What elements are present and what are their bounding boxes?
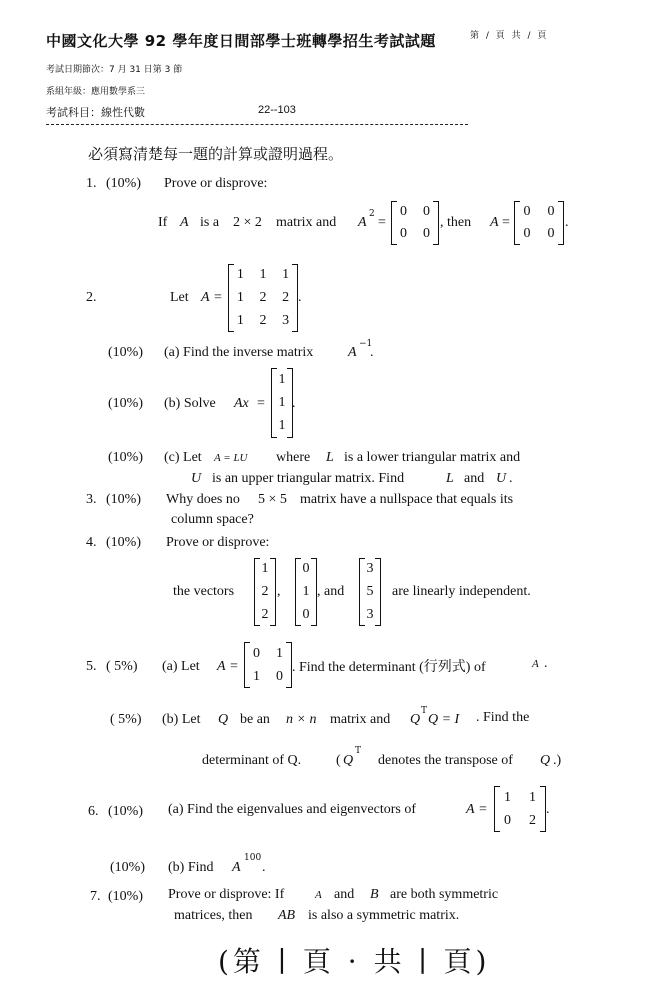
q2b-Ax: Ax xyxy=(234,396,249,411)
q2c-dot: . xyxy=(509,471,513,486)
q1-m2-cell: 0 xyxy=(523,226,531,241)
q2-cell: 1 xyxy=(259,267,267,283)
q1-text: Prove or disprove: xyxy=(164,176,268,191)
q2-cell: 1 xyxy=(236,312,244,328)
q6b-sup: 100 xyxy=(244,853,262,863)
q2c-U: U xyxy=(191,471,202,486)
q2-cell: 2 xyxy=(259,289,267,305)
q1-then: , then xyxy=(440,215,472,230)
q2b-dot: . xyxy=(292,396,296,411)
q1-points: (10%) xyxy=(106,176,141,191)
q4-points: (10%) xyxy=(106,535,141,550)
q6a-text: (a) Find the eigenvalues and eigenvectors of xyxy=(168,802,417,817)
q5a-cell: 1 xyxy=(253,668,260,684)
q5b-line2: determinant of Q. xyxy=(202,753,302,768)
q6-cell: 1 xyxy=(504,789,511,805)
q2-let: Let xyxy=(170,290,189,305)
exam-date: 考試日期節次：7 月 31 日第 3 節 xyxy=(46,65,183,75)
q4-comma-and: , and xyxy=(317,584,345,599)
q4-text: Prove or disprove: xyxy=(166,535,270,550)
q4-v3-cell: 3 xyxy=(366,606,374,622)
q4-v1-cell: 2 xyxy=(261,606,269,622)
q2c-where: where xyxy=(276,450,311,465)
q4-the-vectors: the vectors xyxy=(173,584,235,599)
q6b-A: A xyxy=(232,860,241,875)
q2c-L2: L xyxy=(446,471,454,486)
q7-number: 7. xyxy=(90,889,101,904)
q2-cell: 3 xyxy=(282,312,290,328)
q6b-dot: . xyxy=(262,860,266,875)
q4-v3-cell: 3 xyxy=(366,561,374,577)
q2c-points: (10%) xyxy=(108,450,143,465)
q4-v2-cell: 0 xyxy=(302,606,310,622)
q2b-vector xyxy=(271,368,293,438)
q2a-sup: −1 xyxy=(359,339,373,349)
q7-text4: is also a symmetric matrix. xyxy=(308,908,460,923)
q4-vector-2 xyxy=(295,558,317,626)
q5b-be: be an xyxy=(240,712,270,727)
q4-number: 4. xyxy=(86,535,97,550)
q5a-A2: A xyxy=(532,658,539,670)
q5a-cell: 0 xyxy=(253,645,260,661)
q2-number: 2. xyxy=(86,290,97,305)
q5b-QI: Q = I xyxy=(428,712,460,727)
q5a-points: ( 5%) xyxy=(106,659,138,674)
q5b-paren: ( xyxy=(336,753,341,768)
q5a-rest: . Find the determinant (行列式) of xyxy=(292,660,486,675)
q1-dim: 2 × 2 xyxy=(233,215,262,230)
q2c-and: and xyxy=(464,471,485,486)
q6-eq: = xyxy=(479,802,487,817)
q2-matrix xyxy=(228,264,298,332)
q4-vector-3 xyxy=(359,558,381,626)
q6-cell: 1 xyxy=(529,789,536,805)
q2a-dot: . xyxy=(370,345,374,360)
q5a-cell: 1 xyxy=(276,645,283,661)
q5b-find: . Find the xyxy=(476,710,530,725)
q4-v2-cell: 1 xyxy=(302,583,310,599)
q1-m2-cell: 0 xyxy=(547,204,555,219)
q2c-L: L xyxy=(326,450,334,465)
q4-v3-cell: 5 xyxy=(366,583,374,599)
q2-eq: = xyxy=(214,290,222,305)
q7-B: B xyxy=(370,887,379,902)
q1-A: A xyxy=(180,215,189,230)
q2b-cell: 1 xyxy=(278,394,286,410)
q1-m2-cell: 0 xyxy=(523,204,531,219)
q4-vector-1 xyxy=(254,558,276,626)
q5-number: 5. xyxy=(86,659,97,674)
q2-A: A xyxy=(201,290,210,305)
q5a-dot: . xyxy=(544,656,548,671)
q6b-points: (10%) xyxy=(110,860,145,875)
q4-v2-cell: 0 xyxy=(302,561,310,577)
page-footer: (第 ∣ 頁 · 共 ∣ 頁) xyxy=(218,945,491,978)
q6b-text: (b) Find xyxy=(168,860,214,875)
exam-title: 中國文化大學 92 學年度日間部學士班轉學招生考試試題 xyxy=(46,32,436,50)
q1-eq: = xyxy=(378,215,386,230)
q5b-denotes: denotes the transpose of xyxy=(378,753,513,768)
q1-m1-cell: 0 xyxy=(400,204,407,219)
q6-A: A xyxy=(466,802,475,817)
subject-code: 22--103 xyxy=(258,104,296,116)
q1-number: 1. xyxy=(86,176,97,191)
q3-dim: 5 × 5 xyxy=(258,492,287,507)
q1-A2: A xyxy=(358,215,367,230)
q5b-text: (b) Let xyxy=(162,712,201,727)
q2a-text: (a) Find the inverse matrix xyxy=(164,345,314,360)
q1-matrix-1 xyxy=(391,201,439,245)
subject: 考試科目：線性代數 xyxy=(46,106,145,119)
q2b-cell: 1 xyxy=(278,418,286,434)
q3-number: 3. xyxy=(86,492,97,507)
q2b-text: (b) Solve xyxy=(164,396,216,411)
instruction: 必須寫清楚每一題的計算或證明過程。 xyxy=(88,145,344,163)
q3-text2: matrix have a nullspace that equals its xyxy=(300,492,514,507)
q2b-points: (10%) xyxy=(108,396,143,411)
q2b-eq: = xyxy=(257,396,265,411)
q2a-points: (10%) xyxy=(108,345,143,360)
q5b-nxn: n × n xyxy=(286,712,317,727)
q2-cell: 1 xyxy=(236,267,244,283)
q2-cell: 2 xyxy=(282,289,290,305)
q1-if: If xyxy=(158,215,168,230)
q4-v1-cell: 1 xyxy=(261,561,269,577)
q2c-rest2: is an upper triangular matrix. Find xyxy=(212,471,405,486)
q5a-eq: = xyxy=(230,659,238,674)
q1-m1-cell: 0 xyxy=(423,226,430,241)
q4-v1-cell: 2 xyxy=(261,583,269,599)
q5b-Q2: Q xyxy=(540,753,551,768)
q5a-A: A xyxy=(217,659,226,674)
q7-text2: are both symmetric xyxy=(390,887,499,902)
q4-tail: are linearly independent. xyxy=(392,584,531,599)
q7-and: and xyxy=(334,887,355,902)
q4-comma1: , xyxy=(277,584,281,599)
q1-m2-cell: 0 xyxy=(547,226,555,241)
q1-m1-cell: 0 xyxy=(423,204,430,219)
q6-dot: . xyxy=(546,802,550,817)
q6-cell: 2 xyxy=(529,812,536,828)
q1-dot: . xyxy=(565,215,569,230)
q2c-text: (c) Let xyxy=(164,450,202,465)
q3-text3: column space? xyxy=(171,512,254,527)
q3-text1: Why does no xyxy=(166,492,240,507)
q5b-T2: T xyxy=(355,746,362,756)
q5b-QTQ: Q xyxy=(410,712,421,727)
q6-number: 6. xyxy=(88,804,99,819)
q6-points: (10%) xyxy=(108,804,143,819)
q5b-T: T xyxy=(421,706,428,716)
q2a-A: A xyxy=(348,345,357,360)
page-info: 第 / 頁 共 / 頁 xyxy=(470,31,549,41)
q2-dot: . xyxy=(298,290,302,305)
q1-sup2: 2 xyxy=(369,209,375,219)
q7-AB: AB xyxy=(278,908,296,923)
q5a-text: (a) Let xyxy=(162,659,200,674)
department: 系組年級：應用數學系三 xyxy=(46,87,146,97)
q2c-ALU: A = LU xyxy=(214,452,248,464)
q7-A: A xyxy=(315,889,322,901)
q1-eq2: = xyxy=(502,215,510,230)
q5a-cell: 0 xyxy=(276,668,283,684)
q1-matrix-2 xyxy=(514,201,564,245)
q7-points: (10%) xyxy=(108,889,143,904)
q5b-Q: Q xyxy=(218,712,229,727)
q2c-U2: U xyxy=(496,471,507,486)
q1-isa: is a xyxy=(200,215,220,230)
q7-text1: Prove or disprove: If xyxy=(168,887,285,902)
q5b-matrix: matrix and xyxy=(330,712,391,727)
q2-cell: 1 xyxy=(236,289,244,305)
q2-cell: 2 xyxy=(259,312,267,328)
q2c-rest1: is a lower triangular matrix and xyxy=(344,450,521,465)
q5b-QT: Q xyxy=(343,753,354,768)
q6-matrix xyxy=(494,786,546,832)
q1-A3: A xyxy=(490,215,499,230)
q5b-points: ( 5%) xyxy=(110,712,142,727)
q6-cell: 0 xyxy=(504,812,511,828)
q3-points: (10%) xyxy=(106,492,141,507)
q1-matrix-and: matrix and xyxy=(276,215,337,230)
q1-m1-cell: 0 xyxy=(400,226,407,241)
header-divider xyxy=(46,124,468,125)
q7-text3: matrices, then xyxy=(174,908,253,923)
q2-cell: 1 xyxy=(282,267,290,283)
q2b-cell: 1 xyxy=(278,371,286,387)
q5b-close: .) xyxy=(553,753,562,768)
q5a-matrix xyxy=(244,642,292,688)
